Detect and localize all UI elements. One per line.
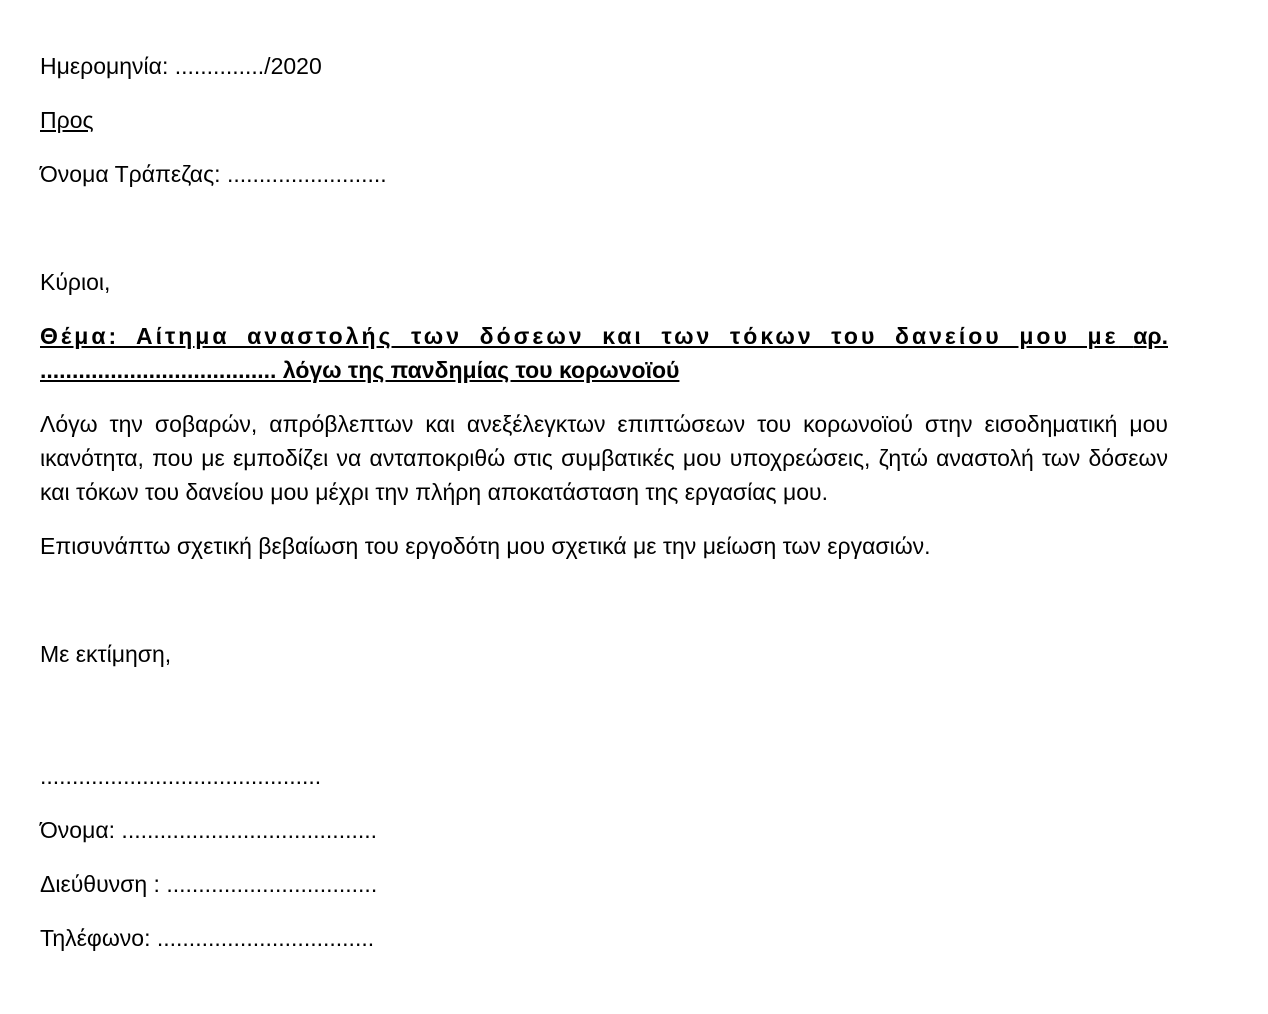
recipient-label: Προς (40, 107, 94, 133)
body-paragraph-2: Επισυνάπτω σχετική βεβαίωση του εργοδότη μου σχετικά με την μείωση των εργασιών. (40, 533, 931, 559)
closing: Με εκτίμηση, (40, 641, 172, 667)
sender-phone-line: Τηλέφωνο: .................................. (40, 925, 375, 951)
bank-name-line: Όνομα Τράπεζας: ......................... (40, 161, 387, 187)
subject-line-part1: Θέμα: Αίτημα αναστολής των δόσεων και των τόκων του δανείου μου με (40, 323, 1119, 349)
signature-line: ............................................ (40, 763, 322, 789)
subject-line-part2: αρ. ..................................... λόγω της πανδημίας του κορωνοϊού (40, 323, 1168, 383)
sender-address-line: Διεύθυνση : ................................. (40, 871, 378, 897)
date-line: Ημερομηνία: ............../2020 (40, 53, 322, 79)
letter-document (40, 49, 1168, 955)
salutation: Κύριοι, (40, 269, 111, 295)
body-paragraph-1: Λόγω την σοβαρών, απρόβλεπτων και ανεξέλεγκτων επιπτώσεων του κορωνοϊού στην εισοδηματική μου ικανότητα, που με εμποδίζει να ανταποκριθώ στις συμβατικές μου υποχρεώσεις, ζητώ αναστολή των δόσεων και τόκων του δανείου μου μέχρι την πλήρη αποκατάσταση της εργασίας μου. (40, 411, 1168, 505)
sender-name-line: Όνομα: ........................................ (40, 817, 378, 843)
subject-line (40, 319, 1168, 387)
